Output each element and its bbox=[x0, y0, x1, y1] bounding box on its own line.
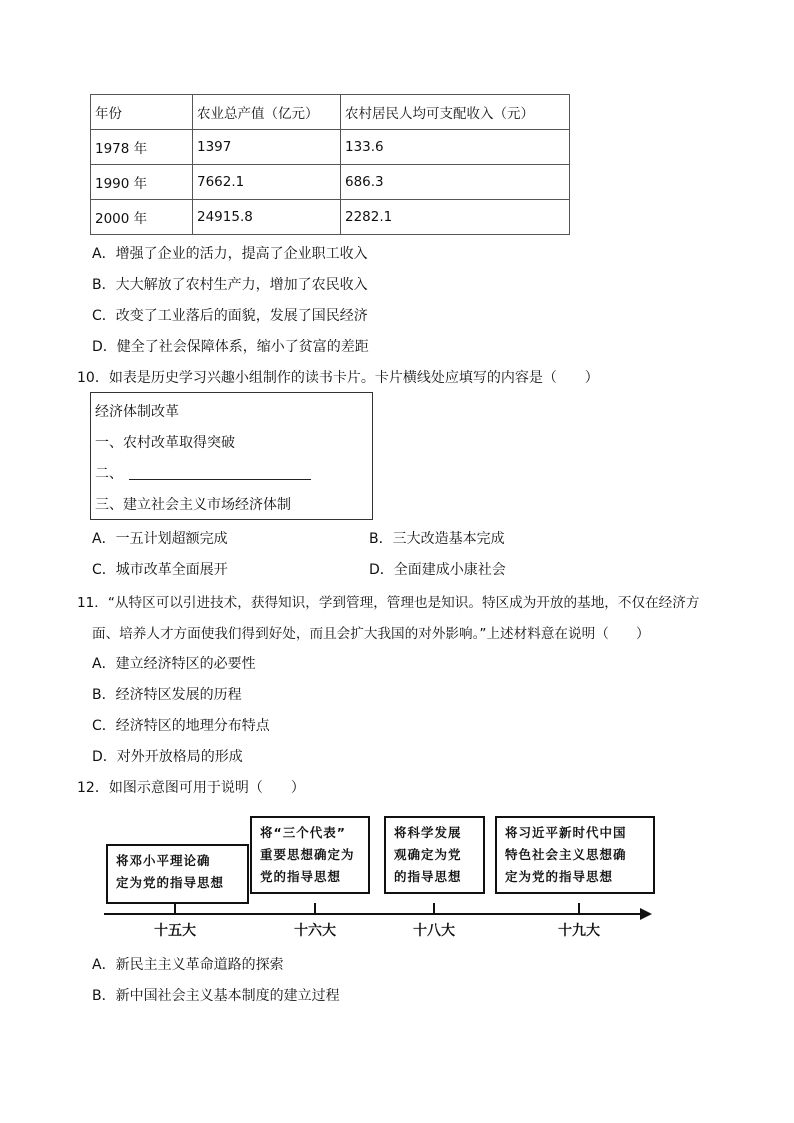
table-row bbox=[91, 130, 570, 165]
table-header-row bbox=[91, 95, 570, 130]
q11-option-b: B．经济特区发展的历程 bbox=[92, 687, 242, 703]
timeline-tick bbox=[578, 903, 580, 915]
box-line: 定为党的指导思想 bbox=[116, 875, 225, 890]
timeline-tick bbox=[174, 903, 176, 915]
box-line: 定为党的指导思想 bbox=[505, 869, 614, 884]
table-cell: 1978 年 bbox=[91, 130, 193, 165]
q10-stem: 10．如表是历史学习兴趣小组制作的读书卡片。卡片横线处应填写的内容是（ ） bbox=[77, 370, 599, 386]
q10-option-c: C．城市改革全面展开 bbox=[92, 562, 228, 578]
timeline-box-1 bbox=[106, 844, 249, 904]
timeline-axis bbox=[104, 913, 644, 915]
table-cell: 1397 bbox=[193, 130, 341, 165]
table-header: 农村居民人均可支配收入（元） bbox=[341, 95, 570, 130]
table-cell: 7662.1 bbox=[193, 165, 341, 200]
q10-option-a: A．一五计划超额完成 bbox=[92, 531, 228, 547]
q10-option-b: B．三大改造基本完成 bbox=[369, 531, 505, 547]
q11-stem-line2: 面、培养人才方面使我们得到好处，而且会扩大我国的对外影响。”上述材料意在说明（ ） bbox=[92, 626, 650, 642]
table-row bbox=[91, 165, 570, 200]
table-row bbox=[91, 200, 570, 235]
q11-option-c: C．经济特区的地理分布特点 bbox=[92, 718, 270, 734]
card-item-3: 三、建立社会主义市场经济体制 bbox=[95, 497, 291, 513]
table-cell: 133.6 bbox=[341, 130, 570, 165]
timeline-label-1: 十五大 bbox=[154, 923, 196, 939]
q9-option-a: A．增强了企业的活力，提高了企业职工收入 bbox=[92, 246, 368, 262]
box-line: 将科学发展 bbox=[394, 825, 462, 840]
timeline-box-4 bbox=[495, 816, 655, 894]
timeline-box-2 bbox=[250, 816, 370, 894]
q11-option-d: D．对外开放格局的形成 bbox=[92, 749, 243, 765]
table-cell: 2000 年 bbox=[91, 200, 193, 235]
card-title: 经济体制改革 bbox=[95, 404, 179, 420]
box-line: 将习近平新时代中国 bbox=[505, 825, 627, 840]
q9-option-c: C．改变了工业落后的面貌，发展了国民经济 bbox=[92, 308, 368, 324]
fill-blank bbox=[129, 465, 311, 480]
q10-option-d: D．全面建成小康社会 bbox=[369, 562, 506, 578]
timeline-tick bbox=[314, 903, 316, 915]
q11-stem-line1: 11．“从特区可以引进技术，获得知识，学到管理，管理也是知识。特区成为开放的基地，不仅在经济方 bbox=[77, 595, 700, 611]
timeline-label-3: 十八大 bbox=[413, 923, 455, 939]
box-line: 将邓小平理论确 bbox=[116, 853, 211, 868]
table-cell: 1990 年 bbox=[91, 165, 193, 200]
timeline-label-2: 十六大 bbox=[294, 923, 336, 939]
q12-option-a: A．新民主主义革命道路的探索 bbox=[92, 957, 284, 973]
q12-stem: 12．如图示意图可用于说明（ ） bbox=[77, 780, 305, 796]
q9-option-b: B．大大解放了农村生产力，增加了农民收入 bbox=[92, 277, 368, 293]
box-line: 重要思想确定为 bbox=[260, 847, 355, 862]
data-table bbox=[90, 94, 570, 235]
q9-option-d: D．健全了社会保障体系，缩小了贫富的差距 bbox=[92, 339, 369, 355]
box-line: 的指导思想 bbox=[394, 869, 462, 884]
box-line: 党的指导思想 bbox=[260, 869, 342, 884]
table-header: 农业总产值（亿元） bbox=[193, 95, 341, 130]
reading-card bbox=[90, 392, 373, 520]
q12-option-b: B．新中国社会主义基本制度的建立过程 bbox=[92, 988, 340, 1004]
table-cell: 2282.1 bbox=[341, 200, 570, 235]
box-line: 观确定为党 bbox=[394, 847, 462, 862]
timeline-box-3 bbox=[384, 816, 485, 894]
timeline-arrow bbox=[640, 908, 652, 920]
timeline-tick bbox=[433, 903, 435, 915]
q11-option-a: A．建立经济特区的必要性 bbox=[92, 656, 256, 672]
table-header: 年份 bbox=[91, 95, 193, 130]
timeline-diagram bbox=[100, 814, 660, 944]
card-item-1: 一、农村改革取得突破 bbox=[95, 435, 235, 451]
box-line: 将“三个代表” bbox=[260, 825, 346, 840]
card-item-2 bbox=[95, 463, 311, 483]
table-cell: 24915.8 bbox=[193, 200, 341, 235]
timeline-label-4: 十九大 bbox=[558, 923, 600, 939]
table-cell: 686.3 bbox=[341, 165, 570, 200]
box-line: 特色社会主义思想确 bbox=[505, 847, 627, 862]
card-item-2-prefix: 二、 bbox=[95, 466, 123, 482]
